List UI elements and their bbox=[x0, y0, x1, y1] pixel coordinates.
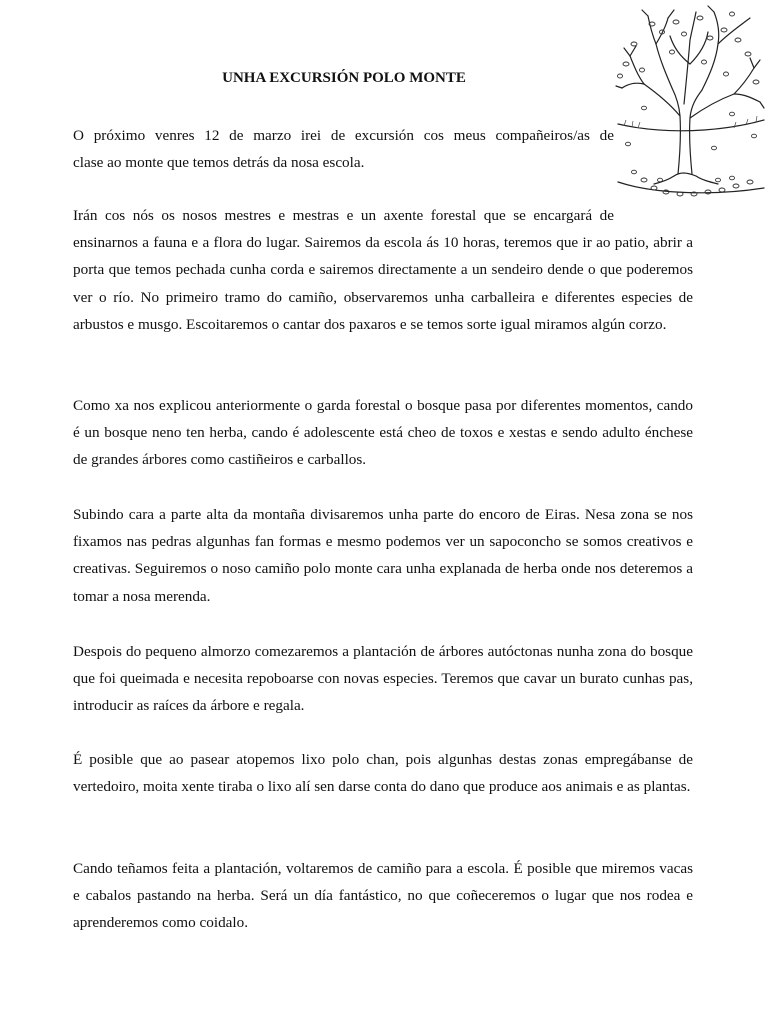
paragraph-5: Despois do pequeno almorzo comezaremos a plantación de árbores autóctonas nunha zona do bosque que foi queimada e necesita repoboarse con novas especies. Teremos que cavar un burato cunhas pas, introducir as raíces da árbore e regala. bbox=[73, 643, 693, 715]
paragraph-1 bbox=[73, 122, 693, 176]
tree-with-falling-leaves-icon bbox=[614, 4, 766, 210]
paragraph-1-line-1: O próximo venres 12 de marzo irei de excursión cos meus compañeiros/as de bbox=[73, 127, 614, 144]
paragraph-2-line-1: Irán cos nós os nosos mestres e mestras e un axente forestal que se encargará de bbox=[73, 207, 614, 224]
paragraph-1-line-2: clase ao monte que temos detrás da nosa escola. bbox=[73, 154, 365, 172]
paragraph-2-body: ensinarnos a fauna e a flora do lugar. Sairemos da escola ás 10 horas, teremos que ir ao patio, abrir a porta que temos pechada cunha corda e sairemos directamente a un sendeiro dende o que poderemos ver o río. No primeiro tramo do camiño, observaremos unha carballeira e diferentes especies de arbustos e musgo. Escoitaremos o cantar dos paxaros e se temos sorte igual miramos algún corzo. bbox=[73, 234, 693, 333]
paragraph-6: É posible que ao pasear atopemos lixo polo chan, pois algunhas destas zonas empregábanse de vertedoiro, moita xente tiraba o lixo alí sen darse conta do dano que produce aos animais e as plantas. bbox=[73, 751, 693, 796]
paragraph-3: Como xa nos explicou anteriormente o garda forestal o bosque pasa por diferentes momentos, cando é un bosque neno ten herba, cando é adolescente está cheo de toxos e xestas e sendo adulto énchese de grandes árbores como castiñeiros e carballos. bbox=[73, 397, 693, 469]
document-title: UNHA EXCURSIÓN POLO MONTE bbox=[222, 70, 466, 86]
paragraph-2 bbox=[73, 202, 693, 338]
paragraph-7: Cando teñamos feita a plantación, voltaremos de camiño para a escola. É posible que miremos vacas e cabalos pastando na herba. Será un día fantástico, no que coñeceremos o lugar que nos rodea e aprenderemos como coidalo. bbox=[73, 860, 693, 932]
paragraph-4: Subindo cara a parte alta da montaña divisaremos unha parte do encoro de Eiras. Nesa zona se nos fixamos nas pedras algunhas fan formas e mesmo podemos ver un sapoconcho se somos creativos e creativas. Seguiremos o noso camiño polo monte cara unha explanada de herba onde nos deteremos a tomar a nosa merenda. bbox=[73, 506, 693, 605]
